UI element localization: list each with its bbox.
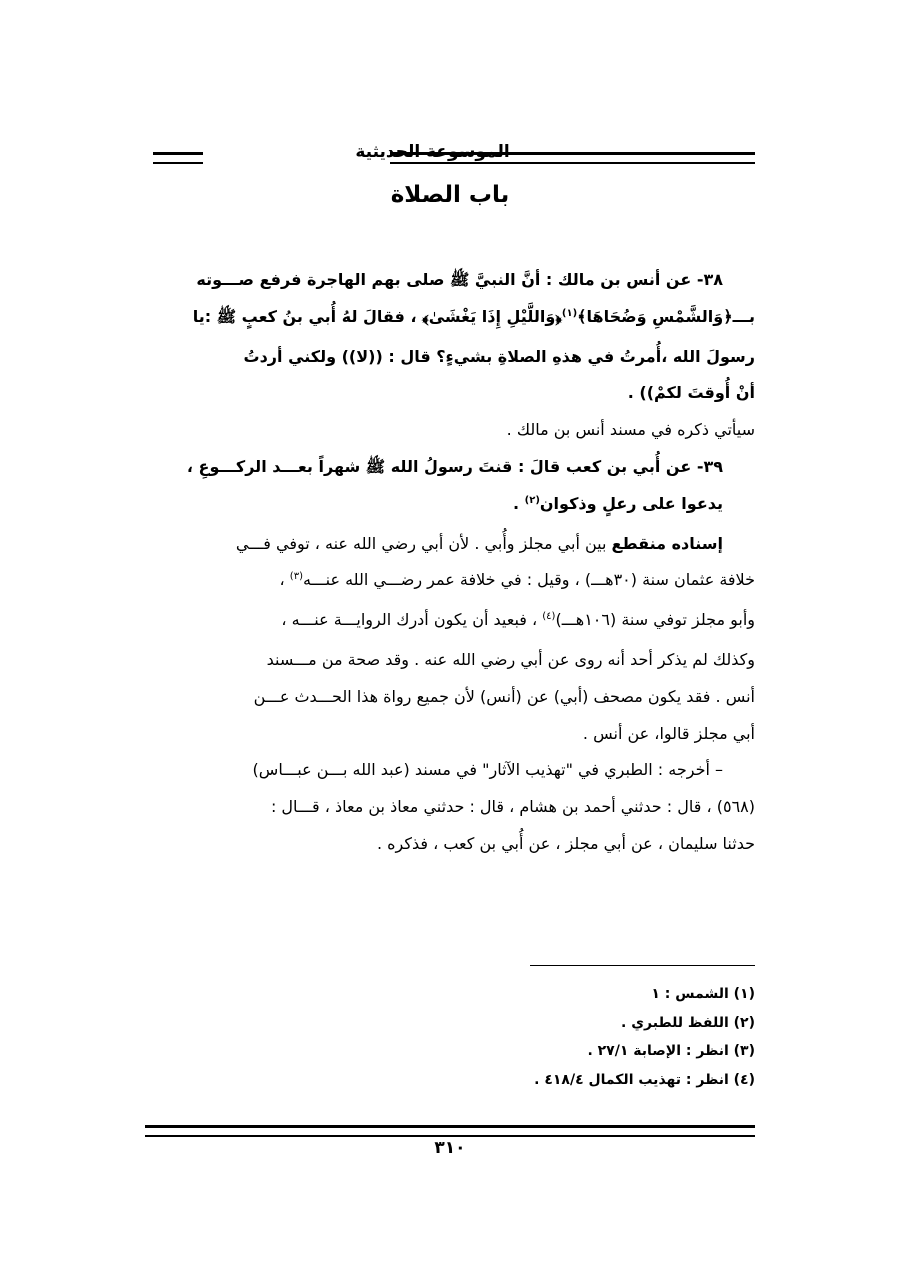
hadith-38-line-4: أنْ أُوقتَ لكمْ)) . <box>627 383 755 403</box>
footnote-3: (٣) انظر : الإصابة ٢٧/١ . <box>587 1043 755 1059</box>
isnad-line-1-rest: بين أبي مجلز وأُبي . لأن أبي رضي الله عنه ، توفي فـــي <box>235 533 612 553</box>
footnotes <box>145 980 755 1094</box>
hadith-38-line-1: ٣٨- عن أنس بن مالك : أنَّ النبيَّ ﷺ صلى بهم الهاجرة فرفع صـــوته <box>196 270 723 289</box>
isnad-line-2-end: ، <box>279 570 290 590</box>
note-38: سيأتي ذكره في مسند أنس بن مالك . <box>506 420 755 440</box>
footer-rule <box>145 1125 755 1137</box>
main-text <box>145 262 755 863</box>
footnote-2: (٢) اللفظ للطبري . <box>621 1014 755 1031</box>
takhrij-line-1: – أخرجه : الطبري في "تهذيب الآثار" في مسند (عبد الله بـــن عبـــاس) <box>252 760 723 780</box>
hadith-39-end: . <box>512 493 525 513</box>
quran-verse-1: بـــ﴿وَالشَّمْسِ وَضُحَاهَا﴾ <box>577 306 755 326</box>
isnad-line-2-text: خلافة عثمان سنة (٣٠هـــ) ، وقيل : في خلافة عمر رضـــي الله عنـــه <box>302 570 755 590</box>
hadith-39-text: يدعوا على رعلٍ وذكوان <box>539 493 723 513</box>
isnad-line-3 <box>145 602 755 642</box>
running-header <box>145 140 755 170</box>
isnad-bold-lead: إسناده منقطع <box>611 533 723 553</box>
hadith-39-line-2 <box>145 486 755 526</box>
header-rule-left <box>153 152 203 164</box>
hadith-38-line-3: رسولَ الله ،أُمرتُ في هذهِ الصلاةِ بشيءٍ؟ قال : ((لا)) ولكني أردتُ <box>243 346 755 366</box>
footnote-separator <box>530 965 755 966</box>
isnad-line-3-a: وأبو مجلز توفي سنة (١٠٦هـــ) <box>555 610 755 630</box>
chapter-title: باب الصلاة <box>390 182 510 208</box>
page-number: ٣١٠ <box>434 1138 466 1158</box>
isnad-line-6: أبي مجلز قالوا، عن أنس . <box>582 723 755 743</box>
hadith-39-line-1: ٣٩- عن أُبي بن كعب قالَ : قنتَ رسولُ الله ﷺ شهراً بعـــد الركـــوعِ ، <box>186 456 723 476</box>
footnote-1: (١) الشمس : ١ <box>651 986 755 1002</box>
takhrij-line-3: حدثنا سليمان ، عن أبي مجلز ، عن أُبي بن كعب ، فذكره . <box>376 833 755 853</box>
isnad-line-3-b: ، فبعيد أن يكون أدرك الروايـــة عنـــه ، <box>281 610 543 630</box>
footnote-ref-2: (٢) <box>524 494 540 506</box>
isnad-line-2 <box>145 562 755 602</box>
footnote-4: (٤) انظر : تهذيب الكمال ٤١٨/٤ . <box>534 1071 755 1088</box>
footnote-ref-4: (٤) <box>542 611 556 623</box>
footnote-ref-1: (١) <box>561 307 578 319</box>
hadith-38-line-2 <box>145 299 755 339</box>
quran-verse-2: ﴿وَاللَّيْلِ إِذَا يَغْشَىٰ﴾ ، فقالَ لهُ أُبي بنُ كعبٍ ﷺ :يا <box>192 306 562 326</box>
takhrij-line-2: (٥٦٨) ، قال : حدثني أحمد بن هشام ، قال : حدثني معاذ بن معاذ ، قـــال : <box>270 797 755 817</box>
isnad-line-5: أنس . فقد يكون مصحف (أبي) عن (أنس) لأن جميع رواة هذا الحـــدث عـــن <box>253 686 755 706</box>
isnad-line-4: وكذلك لم يذكر أحد أنه روى عن أبي رضي الله عنه . وقد صحة من مـــسند <box>266 649 755 669</box>
footnote-ref-3: (٣) <box>289 571 303 583</box>
header-title: الموسوعة الحديثية <box>355 142 510 162</box>
isnad-line-1 <box>145 526 755 563</box>
